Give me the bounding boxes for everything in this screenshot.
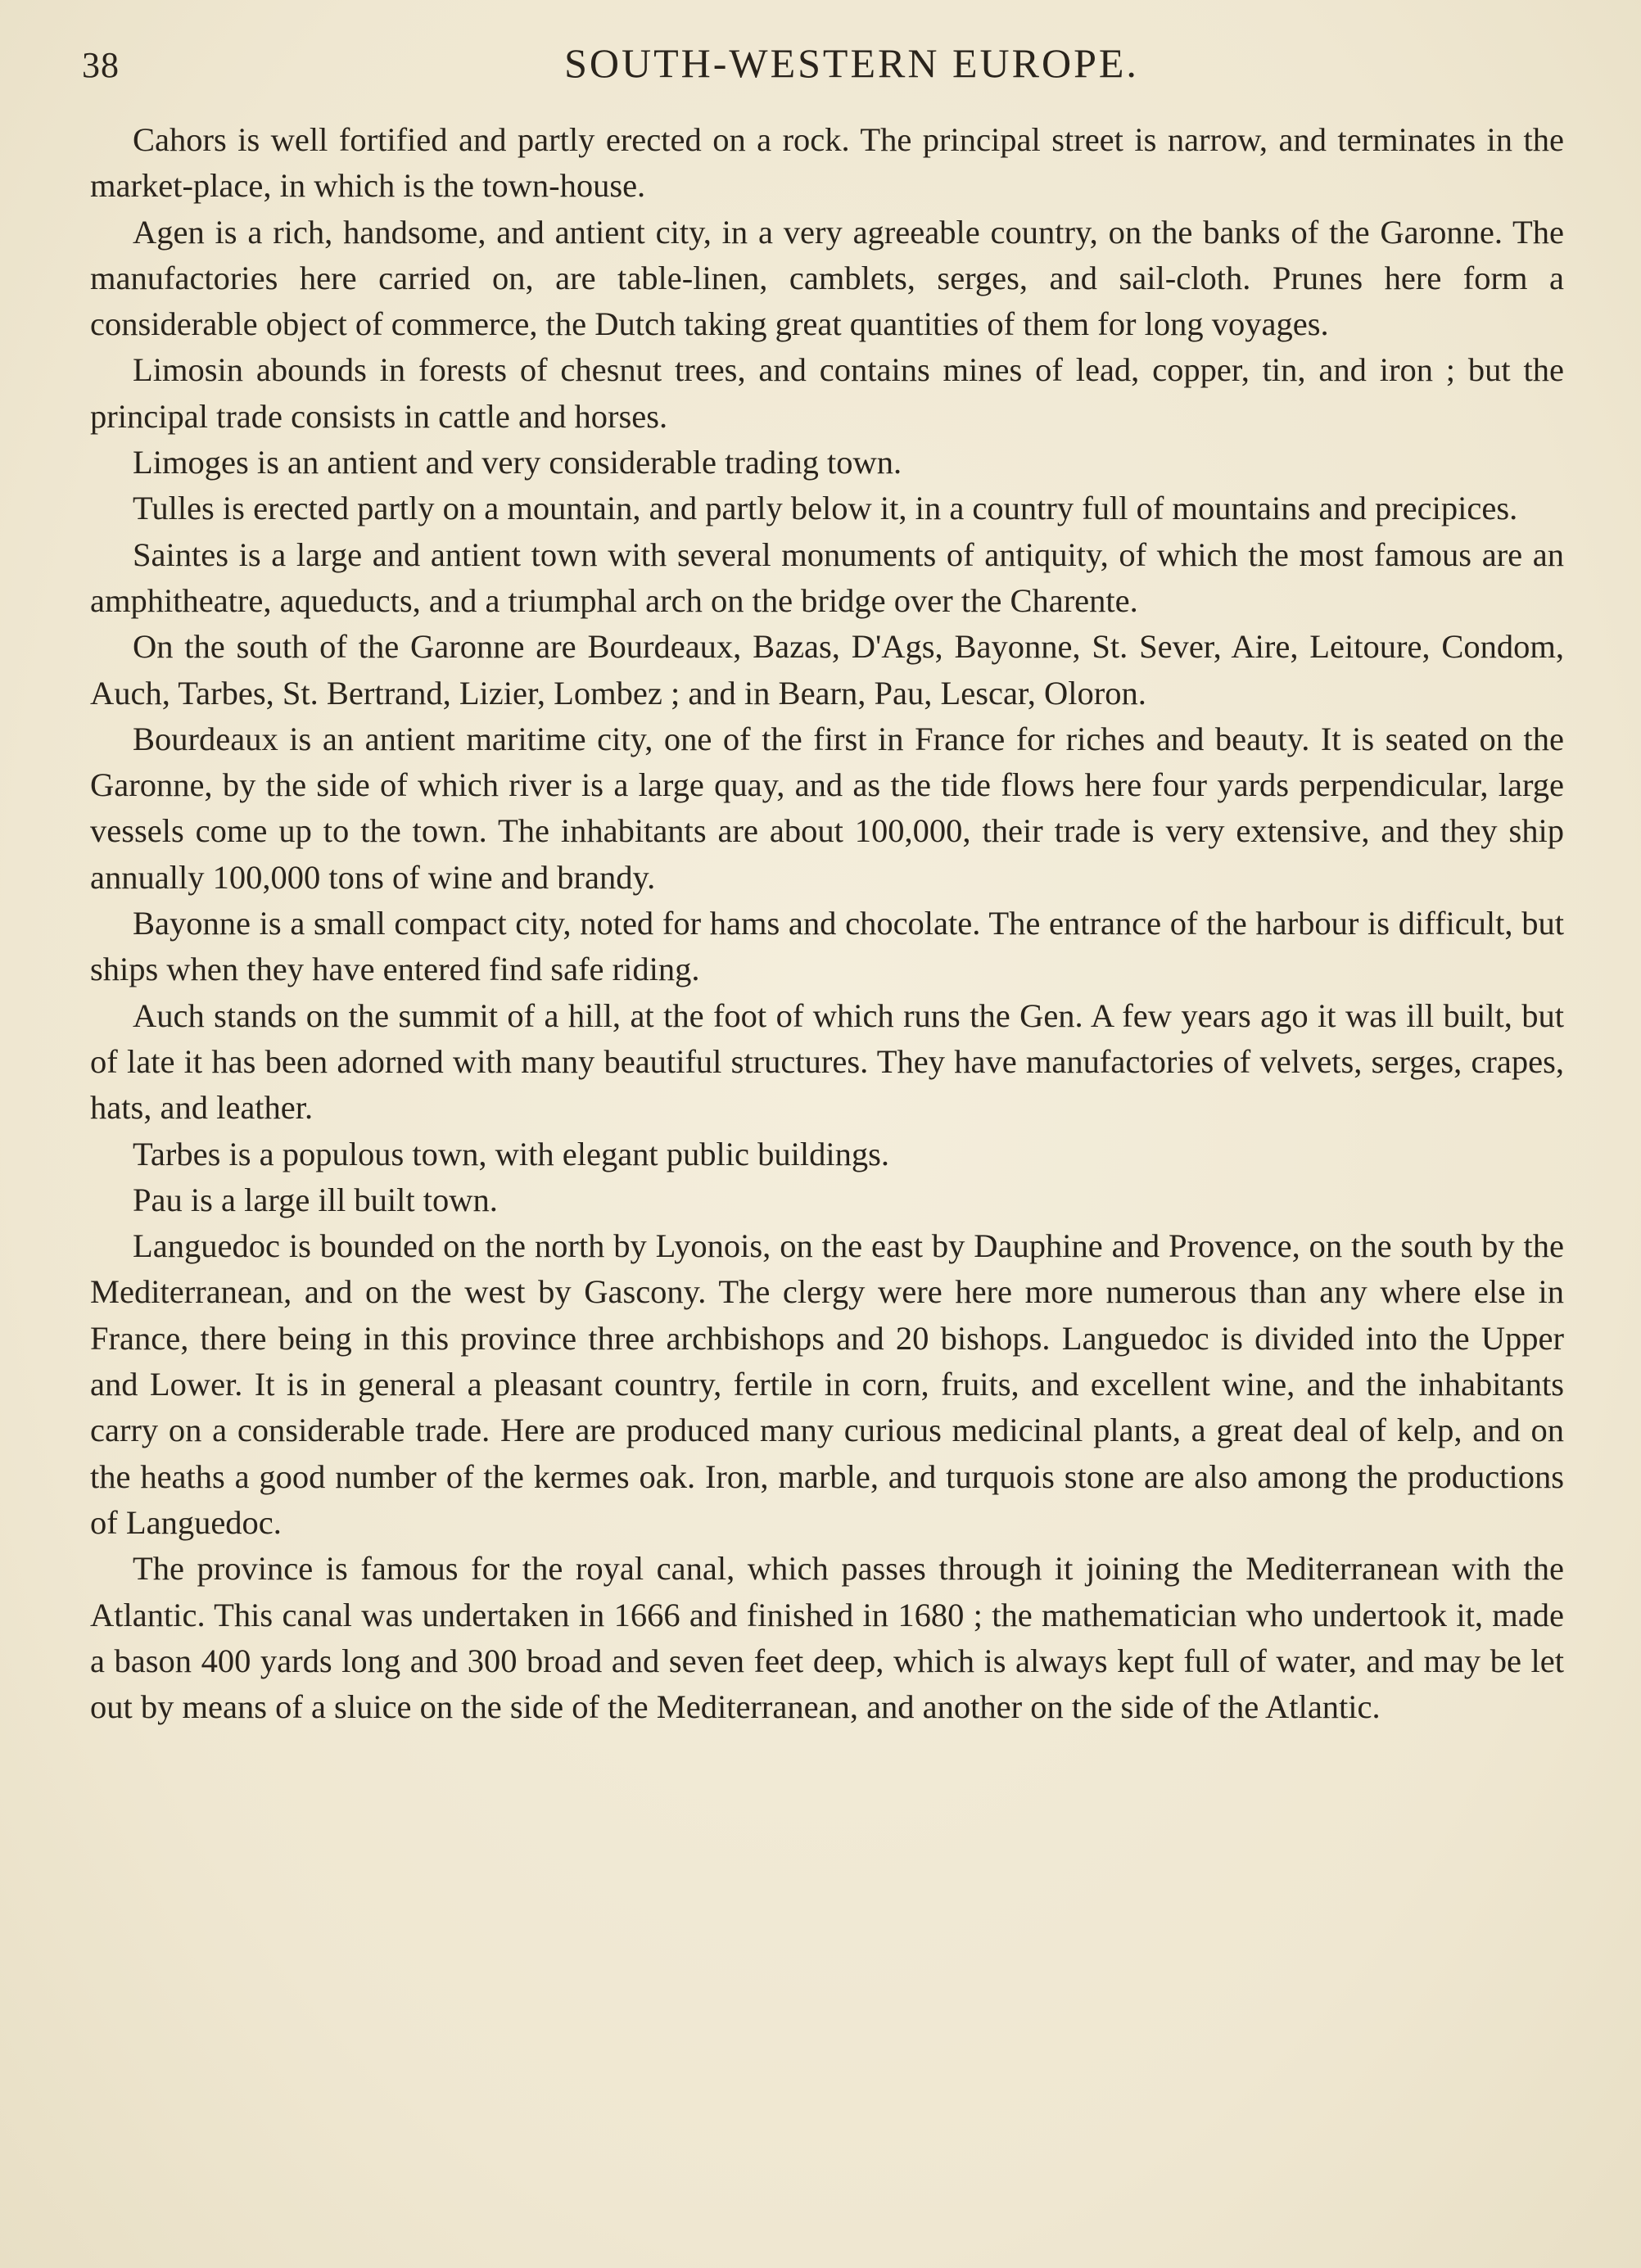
paragraph-bourdeaux: Bourdeaux is an antient maritime city, one of the first in France for riches and beauty. It is seated on the Garonne, by the side of which river is a large quay, and as the tide flows here four yards perpendicular, large vessels come up to the town. The inhabitants are about 100,000, their trade is very extensive, and they ship annually 100,000 tons of wine and brandy.	[90, 720, 1564, 896]
paragraph-languedoc: Languedoc is bounded on the north by Lyonois, on the east by Dauphine and Provence, on the south by the Mediterranean, and on the west by Gascony. The clergy were here more numerous than any where else in France, there being in this province three archbishops and 20 bishops. Languedoc is divided into the Upper and Lower. It is in general a pleasant country, fertile in corn, fruits, and excellent wine, and the inhabitants carry on a considerable trade. Here are produced many curious medicinal plants, a great deal of kelp, and on the heaths a good number of the kermes oak. Iron, marble, and turquois stone are also among the productions of Languedoc.	[90, 1227, 1564, 1541]
paragraph-south-garonne: On the south of the Garonne are Bourdeaux, Bazas, D'Ags, Bayonne, St. Sever, Aire, Leitoure, Condom, Auch, Tarbes, St. Bertrand, Lizier, Lombez ; and in Bearn, Pau, Lescar, Oloron.	[90, 628, 1564, 712]
paragraph-agen: Agen is a rich, handsome, and antient city, in a very agreeable country, on the banks of the Garonne. The manufactories here carried on, are table-linen, camblets, serges, and sail-cloth. Prunes here form a considerable object of commerce, the Dutch taking great quantities of them for long voyages.	[90, 213, 1564, 343]
paragraph-saintes: Saintes is a large and antient town with several monuments of antiquity, of which the most famous are an amphitheatre, aqueducts, and a triumphal arch on the bridge over the Charente.	[90, 535, 1564, 619]
paragraph-tarbes: Tarbes is a populous town, with elegant public buildings.	[133, 1135, 890, 1172]
paragraph-cahors: Cahors is well fortified and partly erected on a rock. The principal street is narrow, and terminates in the market-place, in which is the town-house.	[90, 121, 1564, 205]
page-header	[82, 39, 1572, 97]
paragraph-royal-canal: The province is famous for the royal canal, which passes through it joining the Mediterranean with the Atlantic. This canal was undertaken in 1666 and finished in 1680 ; the mathematician who undertook it, made a bason 400 yards long and 300 broad and seven feet deep, which is always kept full of water, and may be let out by means of a sluice on the side of the Mediterranean, and another on the side of the Atlantic.	[90, 1550, 1564, 1726]
body-text	[90, 117, 1564, 1730]
paragraph-limoges: Limoges is an antient and very considerable trading town.	[133, 444, 902, 481]
paragraph-limosin: Limosin abounds in forests of chesnut trees, and contains mines of lead, copper, tin, and iron ; but the principal trade consists in cattle and horses.	[90, 351, 1564, 435]
running-head: SOUTH-WESTERN EUROPE.	[564, 40, 1139, 86]
page-number: 38	[82, 45, 120, 85]
paragraph-auch: Auch stands on the summit of a hill, at the foot of which runs the Gen. A few years ago it was ill built, but of late it has been adorned with many beautiful structures. They have manufactories of velvets, serges, crapes, hats, and leather.	[90, 996, 1564, 1127]
paragraph-tulles: Tulles is erected partly on a mountain, and partly below it, in a country full of mountains and precipices.	[133, 490, 1518, 527]
paragraph-bayonne: Bayonne is a small compact city, noted for hams and chocolate. The entrance of the harbour is difficult, but ships when they have entered find safe riding.	[90, 905, 1564, 988]
paragraph-pau: Pau is a large ill built town.	[133, 1181, 498, 1218]
